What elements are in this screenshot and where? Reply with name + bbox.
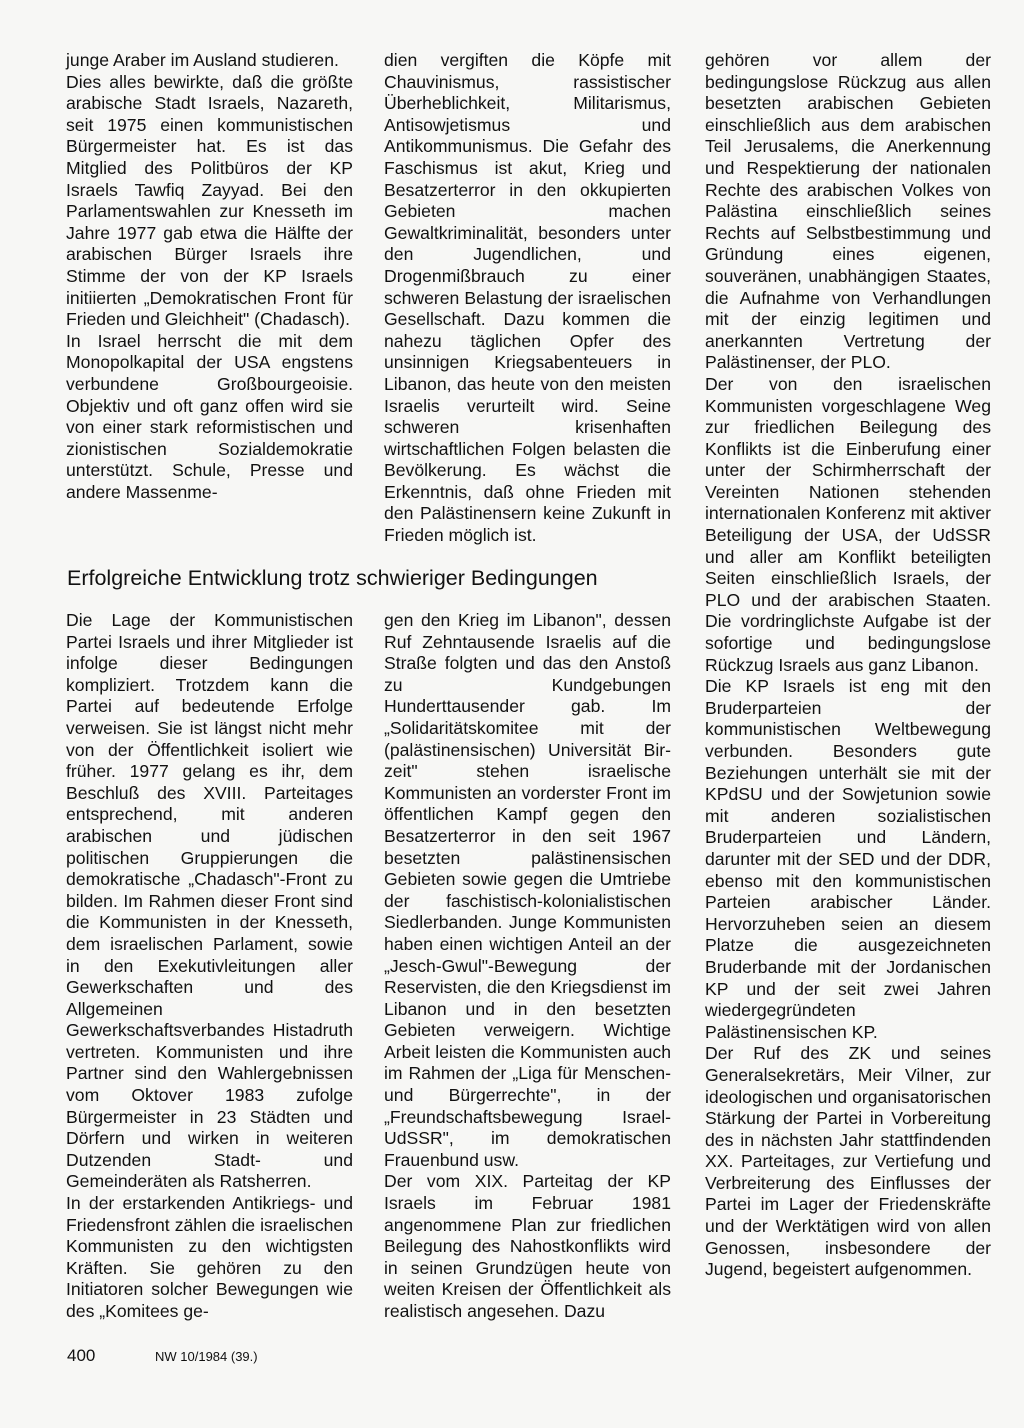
column-2-bottom	[384, 610, 671, 1323]
paragraph: Der Ruf des ZK und seines Generalsekretärs, Meir Vilner, zur ideologischen und organisatorischen Stärkung der Partei in Vorbereitung des in nächsten Jahr stattfindenden XX. Parteitages, zur Vertiefung und Verbreiterung des Einflusses der Partei im Lager der Friedenskräfte und der Werktätigen wird von allen Genossen, insbesondere der Jugend, begeistert aufgenommen.	[705, 1043, 991, 1280]
paragraph: gen den Krieg im Libanon", dessen Ruf Zehntausende Israelis auf die Straße folgten und das den Anstoß zu Kundgebungen Hunderttausender gab. Im „Solidaritätskomitee mit der (palästinensischen) Universität Bir-zeit" stehen israelische Kommunisten an vorderster Front im öffentlichen Kampf gegen den Besatzerterror in den seit 1967 besetzten palästinensischen Gebieten sowie gegen die Umtriebe der faschistisch-kolonialistischen Siedlerbanden. Junge Kommunisten haben einen wichtigen Anteil an der „Jesch-Gwul"-Bewegung der Reservisten, die den Kriegsdienst im Libanon und in den besetzten Gebieten verweigern. Wichtige Arbeit leisten die Kommunisten auch im Rahmen der „Liga für Menschen- und Bürgerrechte", in der „Freundschaftsbewegung Israel-UdSSR", im demokratischen Frauenbund usw.	[384, 610, 671, 1170]
section-heading: Erfolgreiche Entwicklung trotz schwieriger Bedingungen	[67, 566, 598, 590]
page-number: 400	[67, 1346, 96, 1365]
paragraph: Die KP Israels ist eng mit den Bruderparteien der kommunistischen Weltbewegung verbunden. Besonders gute Beziehungen unterhält sie mit der KPdSU und der Sowjetunion sowie mit anderen sozialistischen Bruderparteien und Ländern, darunter mit der SED und der DDR, ebenso mit den kommunistischen Parteien arabischer Länder. Hervorzuheben seien an diesem Platze die ausgezeichneten Bruderbande mit der Jordanischen KP und der seit zwei Jahren wiedergegründeten Palästinensischen KP.	[705, 676, 991, 1042]
paragraph: In der erstarkenden Antikriegs- und Friedensfront zählen die israelischen Kommunisten zu den wichtigsten Kräften. Sie gehören zu den Initiatoren solcher Bewegungen wie des „Komitees ge-	[66, 1193, 353, 1321]
column-1-bottom	[66, 610, 353, 1323]
column-1-top	[66, 50, 353, 503]
paragraph: Die Lage der Kommunistischen Partei Israels und ihrer Mitglieder ist infolge dieser Bedingungen kompliziert. Trotzdem kann die Partei auf bedeutende Erfolge verweisen. Sie ist längst nicht mehr von der Öffentlichkeit isoliert wie früher. 1977 gelang es ihr, dem Beschluß des XVIII. Parteitages entsprechend, mit anderen arabischen und jüdischen politischen Gruppierungen die demokratische „Chadasch"-Front zu bilden. Im Rahmen dieser Front sind die Kommunisten in der Knesseth, dem israelischen Parlament, sowie in den Exekutivleitungen aller Gewerkschaften und des Allgemeinen Gewerkschaftsverbandes Histadruth vertreten. Kommunisten und ihre Partner sind den Wahlergebnissen vom Oktover 1983 zufolge Bürgermeister in 23 Städten und Dörfern und wirken in weiteren Dutzenden Stadt- und Gemeinderäten als Ratsherren.	[66, 610, 353, 1192]
issue-reference: NW 10/1984 (39.)	[155, 1349, 258, 1364]
column-2-top	[384, 50, 671, 547]
paragraph: Dies alles bewirkte, daß die größte arabische Stadt Israels, Nazareth, seit 1975 einen kommunistischen Bürgermeister hat. Es ist das Mitglied des Politbüros der KP Israels Tawfiq Zayyad. Bei den Parlamentswahlen zur Knesseth im Jahre 1977 gab etwa die Hälfte der arabischen Bürger Israels ihre Stimme der von der KP Israels initiierten „Demokratischen Front für Frieden und Gleichheit" (Chadasch).	[66, 71, 353, 330]
paragraph: gehören vor allem der bedingungslose Rückzug aus allen besetzten arabischen Gebieten einschließlich aus dem arabischen Teil Jerusalems, die Anerkennung und Respektierung der nationalen Rechte des arabischen Volkes von Palästina einschließlich seines Rechts auf Selbstbestimmung und Gründung eines eigenen, souveränen, unabhängigen Staates, die Aufnahme von Verhandlungen mit der einzig legitimen und anerkannten Vertretung der Palästinenser, der PLO.	[705, 50, 991, 373]
paragraph: Der von den israelischen Kommunisten vorgeschlagene Weg zur friedlichen Beilegung des Konflikts ist die Einberufung einer unter der Schirmherrschaft der Vereinten Nationen stehenden internationalen Konferenz mit aktiver Beteiligung der USA, der UdSSR und aller am Konflikt beteiligten Seiten einschließlich Israels, der PLO und der arabischen Staaten. Die vordringlichste Aufgabe ist der sofortige und bedingungslose Rückzug Israels aus ganz Libanon.	[705, 373, 991, 675]
paragraph: Der vom XIX. Parteitag der KP Israels im Februar 1981 angenommene Plan zur friedlichen Beilegung des Nahostkonflikts wird in seinen Grundzügen heute von weiten Kreisen der Öffentlichkeit als realistisch angesehen. Dazu	[384, 1171, 671, 1321]
paragraph: In Israel herrscht die mit dem Monopolkapital der USA engstens verbundene Großbourgeoisie. Objektiv und oft ganz offen wird sie von einer stark reformistischen und zionistischen Sozialdemokratie unterstützt. Schule, Presse und andere Massenme-	[66, 330, 353, 502]
paragraph: dien vergiften die Köpfe mit Chauvinismus, rassistischer Überheblichkeit, Militarismus, Antisowjetismus und Antikommunismus. Die Gefahr des Faschismus ist akut, Krieg und Besatzerterror in den okkupierten Gebieten machen Gewaltkriminalität, besonders unter den Jugendlichen, und Drogenmißbrauch zu einer schweren Belastung der israelischen Gesellschaft. Dazu kommen die nahezu täglichen Opfer des unsinnigen Kriegsabenteuers in Libanon, das heute von den meisten Israelis verurteilt wird. Seine schweren krisenhaften wirtschaftlichen Folgen belasten die Bevölkerung. Es wächst die Erkenntnis, daß ohne Frieden mit den Palästinensern keine Zukunft in Frieden möglich ist.	[384, 50, 671, 546]
paragraph: junge Araber im Ausland studieren.	[66, 50, 339, 70]
column-3	[705, 50, 991, 1281]
